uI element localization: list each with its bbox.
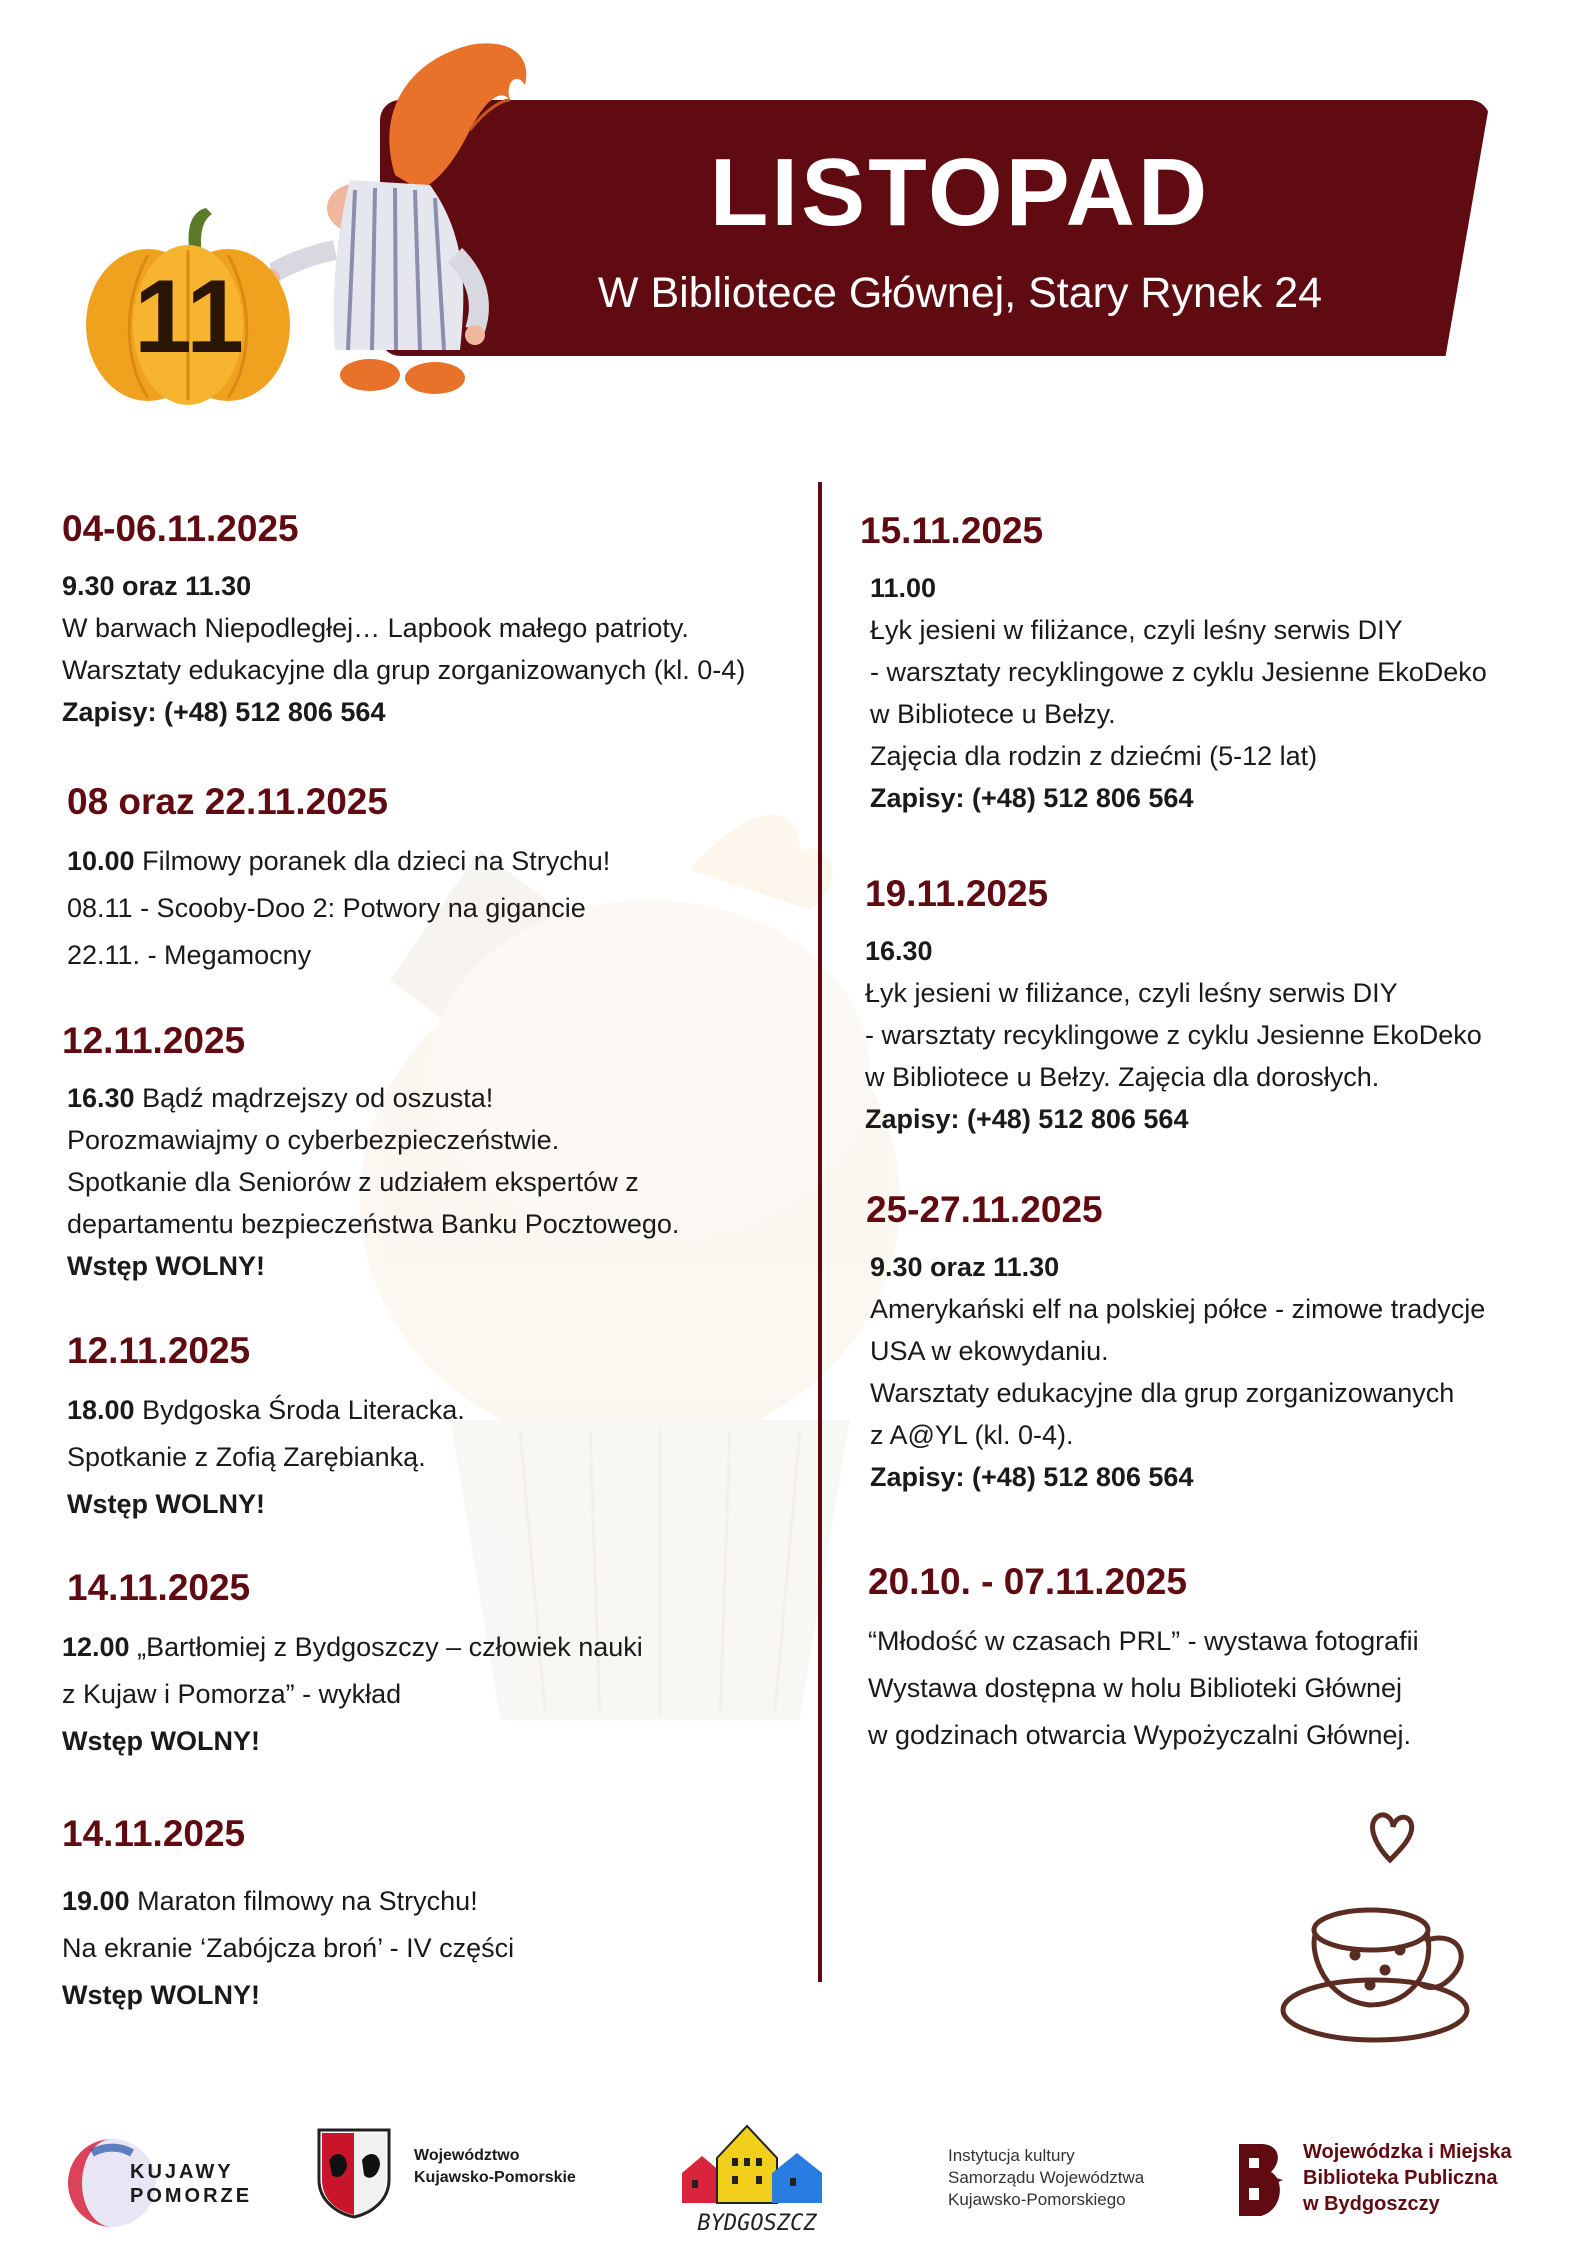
event-date: 12.11.2025 (67, 1330, 251, 1371)
bydgoszcz-wordmark: BYDGOSZCZ (697, 2211, 817, 2236)
event-description: Łyk jesieni w filiżance, czyli leśny serwis DIY (865, 978, 1398, 1008)
event-description: w godzinach otwarcia Wypożyczalni Głównej. (868, 1720, 1411, 1750)
month-number: 11 (134, 259, 244, 375)
gnome-illustration (270, 30, 550, 410)
event-block (62, 1022, 679, 1287)
event-block (865, 875, 1482, 1140)
event-date: 19.11.2025 (865, 873, 1049, 914)
event-description: “Młodość w czasach PRL” - wystawa fotografii (868, 1626, 1419, 1656)
event-date: 14.11.2025 (67, 1567, 251, 1608)
voivodeship-crest-icon (314, 2125, 394, 2220)
event-description: USA w ekowydaniu. (870, 1336, 1109, 1366)
event-description: Zajęcia dla rodzin z dziećmi (5-12 lat) (870, 741, 1318, 771)
event-description: Łyk jesieni w filiżance, czyli leśny serwis DIY (870, 615, 1403, 645)
event-time: 9.30 oraz 11.30 (62, 571, 252, 601)
column-divider (818, 482, 822, 1982)
coffee-cup-icon (1275, 1805, 1495, 2055)
event-description: Porozmawiajmy o cyberbezpieczeństwie. (67, 1125, 560, 1155)
event-entry: Wstęp WOLNY! (67, 1489, 265, 1519)
event-entry: Wstęp WOLNY! (62, 1726, 260, 1756)
event-time: 9.30 oraz 11.30 (870, 1252, 1060, 1282)
bydgoszcz-logo (672, 2118, 842, 2238)
event-description: Spotkanie z Zofią Zarębianką. (67, 1442, 426, 1472)
event-description: 12.00 „Bartłomiej z Bydgoszczy – człowiek nauki (62, 1632, 643, 1662)
voivodeship-logo: Województwo Kujawsko-Pomorskie (414, 2147, 576, 2186)
event-block (62, 510, 745, 733)
event-description: Warsztaty edukacyjne dla grup zorganizowanych (kl. 0-4) (62, 655, 746, 685)
event-block (868, 1563, 1419, 1759)
event-description: 16.30 Bądź mądrzejszy od oszusta! (67, 1083, 494, 1113)
event-registration: Zapisy: (+48) 512 806 564 (865, 1104, 1189, 1134)
institution-note: Instytucja kultury Samorządu Województwa Kujawsko-Pomorskiego (948, 2146, 1145, 2209)
event-description: 08.11 - Scooby-Doo 2: Potwory na gigancie (67, 893, 586, 923)
event-date: 15.11.2025 (860, 510, 1044, 551)
library-logo-icon (1235, 2140, 1291, 2220)
event-registration: Zapisy: (+48) 512 806 564 (870, 783, 1194, 813)
event-description: 10.00 Filmowy poranek dla dzieci na Strychu! (67, 846, 611, 876)
event-date: 12.11.2025 (62, 1020, 246, 1061)
event-description: w Bibliotece u Bełzy. (870, 699, 1116, 729)
event-description: 22.11. - Megamocny (67, 940, 312, 970)
event-date: 25-27.11.2025 (866, 1189, 1103, 1230)
event-date: 08 oraz 22.11.2025 (67, 781, 388, 822)
event-block (67, 783, 610, 979)
event-description: w Bibliotece u Bełzy. Zajęcia dla dorosłych. (865, 1062, 1380, 1092)
event-description: Wystawa dostępna w holu Biblioteki Głównej (868, 1673, 1403, 1703)
event-description: Na ekranie ‘Zabójcza broń’ - IV części (62, 1933, 515, 1963)
event-time: 11.00 (870, 573, 937, 603)
event-description: 18.00 Bydgoska Środa Literacka. (67, 1395, 465, 1425)
event-time: 16.30 (865, 936, 933, 966)
event-description: z A@YL (kl. 0-4). (870, 1420, 1074, 1450)
event-description: Warsztaty edukacyjne dla grup zorganizowanych (870, 1378, 1455, 1408)
library-logo: Wojewódzka i Miejska Biblioteka Publiczna w Bydgoszczy (1303, 2141, 1512, 2215)
page-title: LISTOPAD (709, 139, 1211, 246)
event-date: 20.10. - 07.11.2025 (868, 1561, 1187, 1602)
event-block (62, 1815, 514, 2019)
event-description: Amerykański elf na polskiej półce - zimowe tradycje (870, 1294, 1486, 1324)
event-date: 04-06.11.2025 (62, 508, 299, 549)
event-description: z Kujaw i Pomorza” - wykład (62, 1679, 402, 1709)
event-entry: Wstęp WOLNY! (62, 1980, 260, 2010)
event-description: - warsztaty recyklingowe z cyklu Jesienne EkoDeko (865, 1020, 1482, 1050)
event-entry: Wstęp WOLNY! (67, 1251, 265, 1281)
event-block (62, 1567, 643, 1765)
event-description: W barwach Niepodległej… Lapbook małego patrioty. (62, 613, 689, 643)
event-registration: Zapisy: (+48) 512 806 564 (870, 1462, 1194, 1492)
page-subtitle: W Bibliotece Głównej, Stary Rynek 24 (597, 269, 1323, 317)
event-block (860, 512, 1487, 819)
kujawy-pomorze-logo: KUJAWY POMORZE (130, 2161, 253, 2207)
event-date: 14.11.2025 (62, 1813, 246, 1854)
event-description: Spotkanie dla Seniorów z udziałem ekspertów z (67, 1167, 639, 1197)
event-block (866, 1191, 1485, 1498)
event-registration: Zapisy: (+48) 512 806 564 (62, 697, 386, 727)
event-description: 19.00 Maraton filmowy na Strychu! (62, 1886, 478, 1916)
event-description: departamentu bezpieczeństwa Banku Pocztowego. (67, 1209, 680, 1239)
event-description: - warsztaty recyklingowe z cyklu Jesienne EkoDeko (870, 657, 1487, 687)
event-block (67, 1332, 465, 1528)
